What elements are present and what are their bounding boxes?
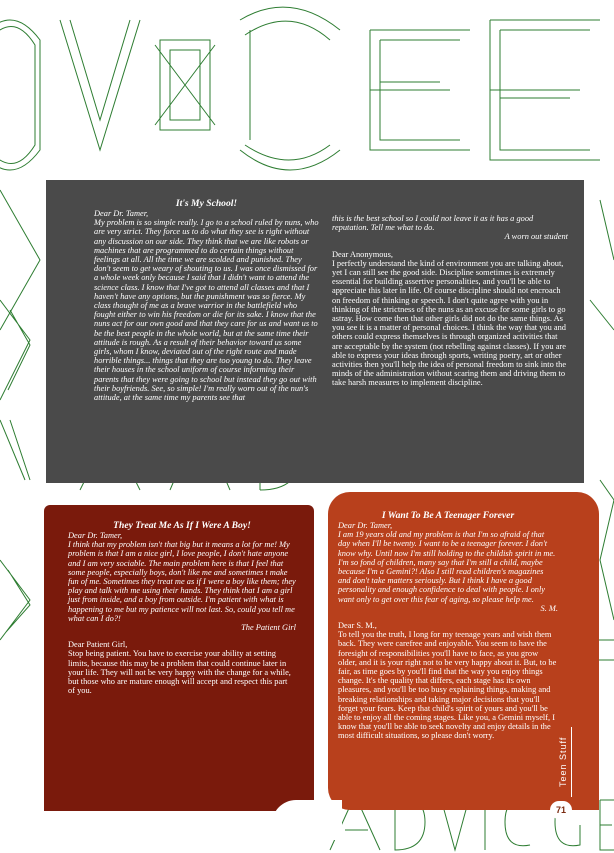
letter-body: My problem is so simple really. I go to a school ruled by nuns, who are very strict. They force us to do what they see is right without any discussion on our side. They think that we are like robots or machines that are programmed to do certain things without feelings at all. All the time we are scolded and punished. They don't seem to get weary of shouting to us. I was once dismissed for a whole week only because I said that I didn't want to attend the science class. I know that I've got to attend all classes and that I haven't have any options, but the punishment was so fierce. My class thought of me as a brave warrior in the battlefield who fought either to win his freedom or die for its sake. I know that the nuns act for our own good and that they care for us and want us to be the best people in the whole world, but at the same time their attitude is rough. As a result of their behavior toward us some girls, whom I know, deviated out of the right route and made horrible things... things that they are too young to do. They leave their houses in the school uniform of course informing their parents that they were going to school but instead they go out with their boyfriends. See, so simple! I'm really worn out of the nun's attitude, at the same time my parents see that bbox=[94, 218, 319, 403]
reply-body: To tell you the truth, I long for my teenage years and wish them back. They were carefree and enjoyable. You seem to have the foresight of responsibilities you'll have to face, as you grow older, and it is your right not to be very happy about it. But, to be fair, as time goes by you'll find that the way you enjoy things change. It's the quality that differs, each stage has its own pleasures, and you'll be too busy explaining things, making and breaking relationships and taking major decisions that you'll forget your fears. Keep that child's spirit of yours and you'll be able to enjoy all the coming stages. Like you, a Gemini myself, I know that you'll be able to seek novelty and enjoy details in the most difficult situations, so please don't worry. bbox=[338, 630, 557, 741]
letter-salutation: Dear Dr. Tamer, bbox=[68, 531, 123, 540]
reply-salutation: Dear Anonymous, bbox=[332, 249, 393, 259]
letter-panel-boy bbox=[44, 505, 314, 811]
letter-signature: A worn out student bbox=[504, 232, 568, 242]
section-label: Teen Stuff bbox=[558, 727, 572, 797]
reply-salutation: Dear S. M., bbox=[338, 621, 377, 631]
page-number: 71 bbox=[550, 801, 572, 819]
letter-signature: The Patient Girl bbox=[241, 623, 296, 633]
reply-salutation: Dear Patient Girl, bbox=[68, 640, 128, 650]
reply-body: I perfectly understand the kind of environment you are talking about, yet I can still see the good side. Discipline sometimes is extremely essential for building assertive personalities, and you'll be able to appreciate this later in life. Of course discipline should not encroach on freedom of thinking or speech. I don't quite agree with you in thinking of the strictness of the nuns as an excuse for some girls to go astray. How come then that other girls did not do the same things. As you see it is a matter of personal choices. I think the way that you and others could express themselves is through organized activities that are acceptable by the system (not rebelling against classes). If you are able to express your ideas through sports, writing poetry, art or other activities then you'll help the idea of personal freedom to sink into the minds of the administration without scaring them and driving them to take harsh measures to implement discipline. bbox=[332, 258, 567, 388]
letter-title: It's My School! bbox=[175, 198, 238, 209]
letter-column-left bbox=[94, 198, 319, 402]
letter-body-continued: this is the best school so I could not leave it as it has a good reputation. Tell me what to do. bbox=[332, 214, 534, 233]
letter-signature: S. M. bbox=[540, 603, 558, 613]
letter-column bbox=[68, 520, 296, 695]
letter-panel-school bbox=[46, 180, 584, 483]
letter-column bbox=[338, 510, 558, 741]
letter-title: I Want To Be A Teenager Forever bbox=[381, 510, 515, 521]
letter-title: They Treat Me As If I Were A Boy! bbox=[113, 520, 251, 531]
letter-column-right bbox=[332, 214, 568, 388]
decorative-curve bbox=[272, 800, 342, 840]
letter-body: I think that my problem isn't that big but it means a lot for me! My problem is that I am a nice girl, I love people, I don't hate anyone and I am very sociable. The main problem here is that I feel that some people, especially boys, don't like me and sometimes t make fun of me. Sometimes they treat me as if I were a boy like them; they play and talk with me using their hands. They think that I am a girl just from inside, and a boy from outside. I'm patient with what is happening to me but my patience will not last. So, could you tell me what can I do?! bbox=[68, 540, 296, 623]
letter-salutation: Dear Dr. Tamer, bbox=[94, 209, 149, 218]
letter-salutation: Dear Dr. Tamer, bbox=[338, 521, 393, 530]
reply-body: Stop being patient. You have to exercise your ability at setting limits, because this may be a problem that could continue later in your life. They will not be very happy with the change for a while, but those who are mature enough will accept and respect this part of you. bbox=[68, 649, 291, 696]
letter-body: I am 19 years old and my problem is that I'm so afraid of that day when I'll be twenty. I want to be a teenager forever. I don't know why. Until now I'm still holding to the childish spirit in me. I'm so fond of children, many say that I'm still a child, maybe because I'm a Gemini?! Also I still read children's magazines and don't take matters seriously. But I think I have a good personality and enough confidence to deal with people. I only want only to get over this fear of aging, so please help me. bbox=[338, 530, 556, 604]
